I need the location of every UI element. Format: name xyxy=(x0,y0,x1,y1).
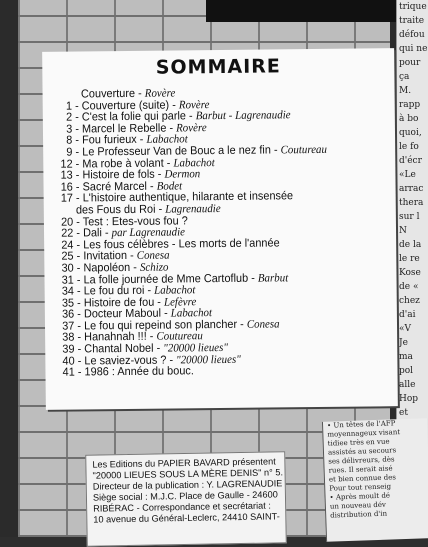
clipping-line: un nouveau dév xyxy=(326,499,428,512)
toc-entry: 38 - Hanahnah !!! - Coutureau xyxy=(61,330,380,345)
page-number: 41 xyxy=(61,368,74,380)
toc-entry: 39 - Chantal Nobel - "20000 lieues" xyxy=(61,341,380,356)
article-title: Napoléon xyxy=(83,262,130,274)
toc-entry: 9 - Le Professeur Van de Bouc a le nez fin - Coutureau xyxy=(59,144,378,159)
column-fragment: «Le xyxy=(397,168,428,182)
column-fragment: chez xyxy=(397,294,428,308)
clipping-line: et bien connue des xyxy=(325,472,428,485)
article-title: Le saviez-vous ? xyxy=(84,354,166,367)
toc-entry: 22 - Dali - par Lagrenaudie xyxy=(60,225,379,240)
page-number: 22 xyxy=(60,229,73,241)
toc-entry: 2 - C'est la folie qui parle - Barbut - Lagrenaudie xyxy=(59,110,378,125)
article-title: Ma robe à volant xyxy=(82,157,164,170)
article-title: Chantal Nobel xyxy=(84,343,153,356)
article-title: L'histoire authentique, hilarante et insensée xyxy=(83,191,294,205)
toc-entry: des Fous du Roi - Lagrenaudie xyxy=(60,202,379,217)
article-title: Le fou qui repeind son plancher xyxy=(84,319,237,333)
column-fragment: M. xyxy=(397,84,428,98)
page-number: 39 xyxy=(61,345,74,357)
article-title: Invitation xyxy=(83,250,127,262)
article-author: Labachot xyxy=(154,284,195,296)
page-number: 3 xyxy=(59,124,72,136)
article-author: Schizo xyxy=(140,261,169,273)
toc-entry: 40 - Le saviez-vous ? - "20000 lieues" xyxy=(61,353,380,368)
page-number: 40 xyxy=(61,356,74,368)
article-author: Lefèvre xyxy=(164,296,196,308)
page-title: SOMMAIRE xyxy=(42,54,394,80)
article-author: Bodet xyxy=(157,180,183,192)
article-author: Labachot xyxy=(171,307,212,319)
article-author: Coutureau xyxy=(156,331,202,343)
page-number: 36 xyxy=(61,310,74,322)
column-fragment: Kose xyxy=(397,266,428,280)
clipping-line: • Un têtes de l'AFP xyxy=(323,418,427,431)
clipping-line: • Après moult dé xyxy=(325,490,428,503)
article-title: Sacré Marcel xyxy=(83,181,147,194)
clipping-line: ses délivreurs, dès xyxy=(324,454,428,467)
column-fragment: le fo xyxy=(397,140,428,154)
column-fragment: ma xyxy=(397,350,428,364)
page-number: 17 xyxy=(60,194,73,206)
clipping-line: assistés au secours xyxy=(324,445,428,458)
column-fragment: le re xyxy=(397,252,428,266)
newspaper-clipping xyxy=(322,418,428,542)
article-title: La folle journée de Mme Cartoflub xyxy=(83,272,248,286)
page-number: 2 xyxy=(59,113,72,125)
article-author: Labachot xyxy=(146,134,187,146)
article-author: Lagrenaudie xyxy=(165,203,221,216)
top-black-bar xyxy=(206,0,396,22)
toc-entry: 20 - Test : Etes-vous fou ? xyxy=(60,214,379,229)
column-fragment: rapp xyxy=(397,98,428,112)
page-number: 12 xyxy=(59,159,72,171)
article-title: Hanahnah !!! xyxy=(84,331,147,344)
article-title: Marcel le Rebelle xyxy=(82,122,167,135)
page-number: 20 xyxy=(60,217,73,229)
toc-entry: 41 - 1986 : Année du bouc. xyxy=(61,365,380,380)
clipping-line: distribution d'in xyxy=(326,508,428,521)
toc-entry: 36 - Docteur Maboul - Labachot xyxy=(61,307,380,322)
article-author: Labachot xyxy=(173,157,214,169)
page-number: 9 xyxy=(59,148,72,160)
credits-line: "20000 LIEUES SOUS LA MÈRE DENIS" n° 5. xyxy=(86,467,284,481)
clipping-line: tidiee très en vue xyxy=(324,436,428,449)
article-title: Histoire de fols xyxy=(82,169,154,182)
article-author: Rovère xyxy=(179,99,210,111)
clipping-line: moyennageux visant xyxy=(323,427,427,440)
column-fragment: pour xyxy=(397,56,428,70)
column-fragment: alle xyxy=(397,378,428,392)
toc-entry: 24 - Les fous célèbres - Les morts de l'année xyxy=(60,237,379,252)
article-author: Les morts de l'année xyxy=(178,237,279,250)
column-fragment: quoi, xyxy=(397,126,428,140)
article-title: Dali xyxy=(83,227,102,239)
article-author: Barbut xyxy=(258,272,288,284)
page-number: 13 xyxy=(59,171,72,183)
column-fragment: Hop xyxy=(397,392,428,406)
toc-entry: 31 - La folle journée de Mme Cartoflub - Barbut xyxy=(60,272,379,287)
column-fragment: qui ne xyxy=(397,42,428,56)
toc-entry: 30 - Napoléon - Schizo xyxy=(60,260,379,275)
credits-line: Directeur de la publication : Y. LAGRENAUDIE xyxy=(87,478,285,492)
column-fragment: trique xyxy=(397,0,428,14)
article-author: "20000 lieues" xyxy=(163,342,228,355)
column-fragment: pol xyxy=(397,364,428,378)
article-author: Rovère xyxy=(176,122,207,134)
column-fragment: défou xyxy=(397,28,428,42)
article-author: Conesa xyxy=(137,250,170,262)
table-of-contents xyxy=(59,86,398,379)
page-number: 24 xyxy=(60,240,73,252)
column-fragment: et xyxy=(397,406,428,420)
page-number: 1 xyxy=(59,101,72,113)
article-title: Le Professeur Van de Bouc a le nez fin xyxy=(82,144,271,158)
article-title: Le fou du roi xyxy=(84,285,145,298)
article-title: Histoire de fou xyxy=(84,296,155,309)
article-author: "20000 lieues" xyxy=(176,353,241,366)
toc-entry: Couverture - Rovère xyxy=(59,86,378,101)
contents-panel xyxy=(42,48,398,410)
toc-entry: 34 - Le fou du roi - Labachot xyxy=(61,283,380,298)
column-fragment: arrac xyxy=(397,182,428,196)
toc-entry: 12 - Ma robe à volant - Labachot xyxy=(59,156,378,171)
column-fragment: d'écr xyxy=(397,154,428,168)
toc-entry: 25 - Invitation - Conesa xyxy=(60,249,379,264)
article-title: Les fous célèbres xyxy=(83,238,169,251)
article-author: Rovère xyxy=(145,87,176,99)
publication-credits xyxy=(85,451,287,546)
column-fragment: Je xyxy=(397,336,428,350)
toc-entry: 17 - L'histoire authentique, hilarante et insensée xyxy=(60,191,379,206)
column-fragment: N xyxy=(397,224,428,238)
clipping-line: rues. Il serait aisé xyxy=(325,463,428,476)
toc-entry: 37 - Le fou qui repeind son plancher - Conesa xyxy=(61,318,380,333)
clipping-line: Pour tout renseig xyxy=(325,481,428,494)
column-fragment: thera xyxy=(397,196,428,210)
article-title: Couverture (suite) xyxy=(82,99,170,112)
column-fragment: de la xyxy=(397,238,428,252)
article-author: Coutureau xyxy=(281,144,327,156)
article-title: des Fous du Roi xyxy=(76,204,156,217)
page-number: 8 xyxy=(59,136,72,148)
credits-line: Les Editions du PAPIER BAVARD présentent xyxy=(86,452,284,470)
page-number: 16 xyxy=(60,182,73,194)
article-author: Conesa xyxy=(247,318,280,330)
column-fragment: à bo xyxy=(397,112,428,126)
toc-entry: 35 - Histoire de fou - Lefèvre xyxy=(61,295,380,310)
page-number: 37 xyxy=(61,321,74,333)
toc-entry: 16 - Sacré Marcel - Bodet xyxy=(60,179,379,194)
column-fragment: traite xyxy=(397,14,428,28)
toc-entry: 1 - Couverture (suite) - Rovère xyxy=(59,98,378,113)
column-fragment: «V xyxy=(397,322,428,336)
toc-entry: 13 - Histoire de fols - Dermon xyxy=(59,167,378,182)
page-number: 31 xyxy=(60,275,73,287)
column-fragment: sur l xyxy=(397,210,428,224)
credits-line: 10 avenue du Général-Leclerc, 24410 SAINT- xyxy=(87,511,285,525)
page-number: 35 xyxy=(61,298,74,310)
article-title: 1986 : Année du bouc. xyxy=(84,366,193,379)
article-title: Couverture xyxy=(81,88,135,101)
article-author: Dermon xyxy=(164,168,200,180)
column-fragment: d'ai xyxy=(397,308,428,322)
article-title: Fou furieux xyxy=(82,134,137,147)
credits-line: RIBÉRAC - Correspondance et secrétariat : xyxy=(87,500,285,514)
page-number: 30 xyxy=(60,263,73,275)
column-fragment: de « xyxy=(397,280,428,294)
page-number: 34 xyxy=(61,287,74,299)
column-fragment: ça xyxy=(397,70,428,84)
toc-entry: 3 - Marcel le Rebelle - Rovère xyxy=(59,121,378,136)
page-number: 38 xyxy=(61,333,74,345)
credits-line: Siège social : M.J.C. Place de Gaulle - 24600 xyxy=(87,489,285,503)
article-author: Barbut - Lagrenaudie xyxy=(196,109,291,122)
page-number: 25 xyxy=(60,252,73,264)
article-title: C'est la folie qui parle xyxy=(82,111,186,124)
article-title: Test : Etes-vous fou ? xyxy=(83,215,188,228)
toc-entry: 8 - Fou furieux - Labachot xyxy=(59,133,378,148)
article-author: par Lagrenaudie xyxy=(112,226,185,239)
article-title: Docteur Maboul xyxy=(84,308,161,321)
